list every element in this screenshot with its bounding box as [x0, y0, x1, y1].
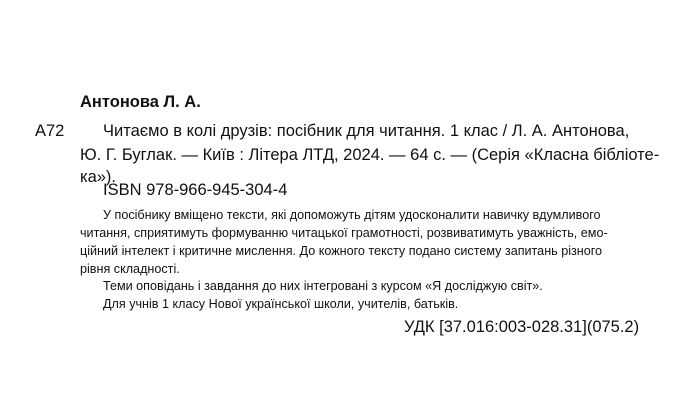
description-line: Читаємо в колі друзів: посібник для читання. 1 клас / Л. А. Антонова, [103, 122, 630, 140]
isbn: ISBN 978-966-945-304-4 [103, 181, 288, 199]
author-heading: Антонова Л. А. [80, 93, 201, 111]
description-line: Ю. Г. Буглак. — Київ : Літера ЛТД, 2024. — 64 с. — (Серія «Класна бібліоте- [80, 146, 660, 164]
annotation-line: ційний інтелект і критичне мислення. До кожного тексту подано систему запитань різного [80, 244, 603, 258]
annotation-line: У посібнику вміщено тексти, які допоможуть дітям удосконалити навичку вдумливого [103, 208, 601, 222]
annotation-line: читання, сприятимуть формуванню читацької грамотності, розвиватимуть уважність, емо- [80, 226, 608, 240]
description-line: ка»). [80, 168, 117, 186]
annotation-line: Для учнів 1 класу Нової української школи, учителів, батьків. [103, 297, 459, 311]
catalog-index: А72 [35, 122, 65, 140]
annotation-line: Теми оповідань і завдання до них інтегровані з курсом «Я досліджую світ». [103, 279, 543, 293]
annotation-line: рівня складності. [80, 262, 180, 276]
udc-code: УДК [37.016:003-028.31](075.2) [404, 318, 640, 336]
